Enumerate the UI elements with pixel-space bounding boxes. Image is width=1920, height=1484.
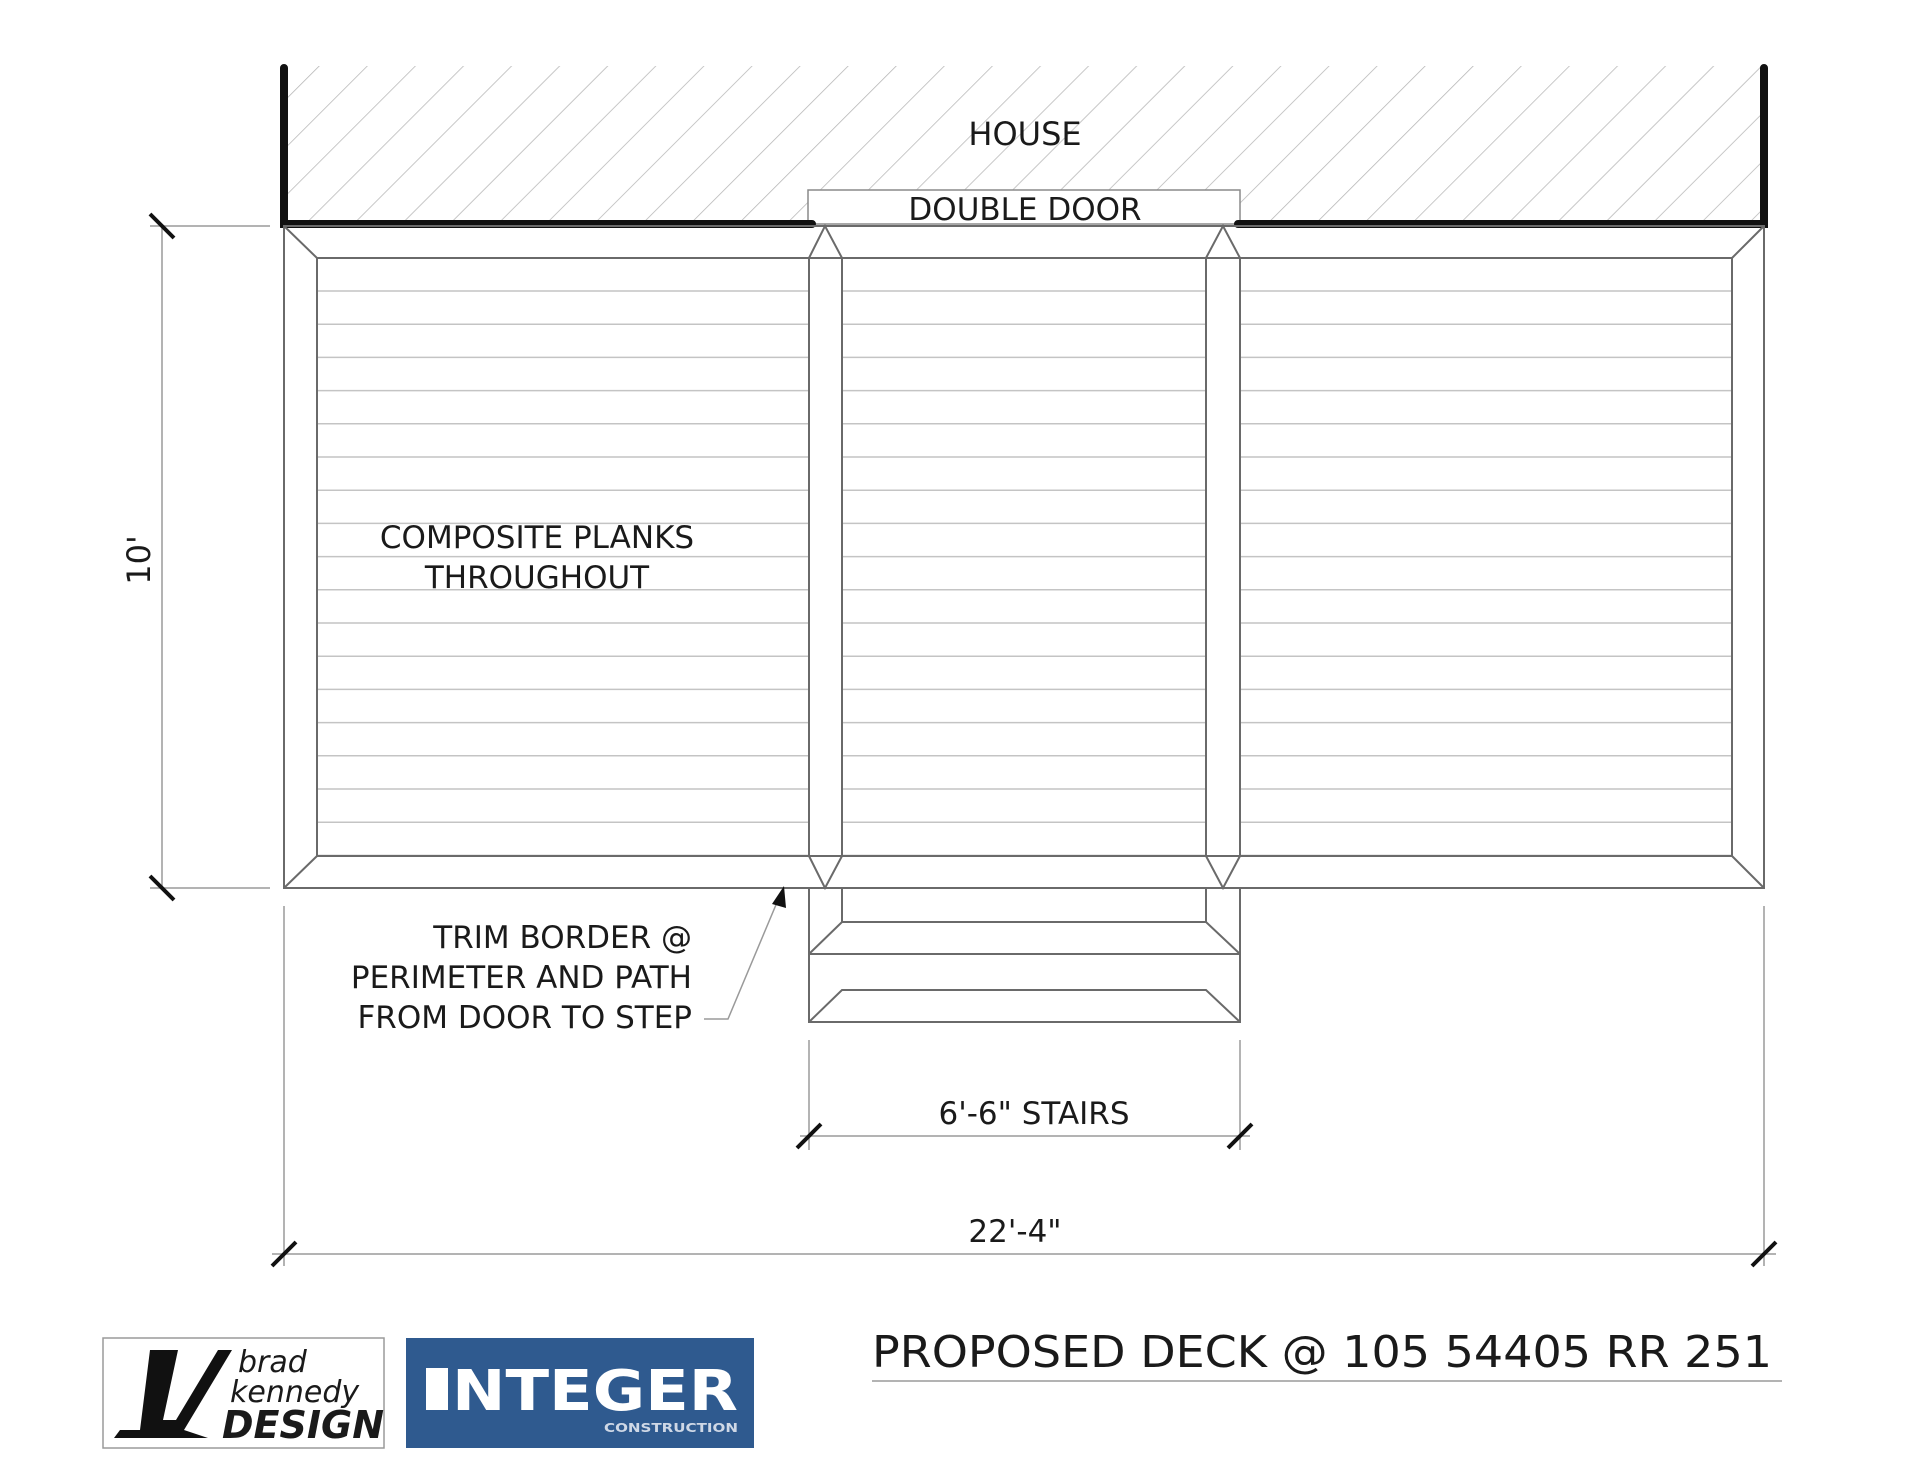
title-block — [872, 1327, 1782, 1381]
dimension-depth — [150, 214, 270, 900]
dimension-stairs — [797, 1040, 1252, 1150]
bkd-text-kennedy: kennedy — [230, 1375, 360, 1410]
drawing-title: PROPOSED DECK @ 105 54405 RR 251 — [872, 1327, 1772, 1378]
double-door-label: DOUBLE DOOR — [908, 192, 1142, 228]
integer-subtitle: CONSTRUCTION — [604, 1421, 738, 1435]
width-dimension-label: 22'-4" — [968, 1214, 1062, 1250]
integer-construction-logo — [406, 1338, 754, 1448]
trim-border-label-line1: TRIM BORDER @ — [433, 920, 692, 956]
house-label: HOUSE — [968, 115, 1082, 153]
integer-i-bar-icon — [426, 1368, 448, 1410]
trim-leader-arrow — [704, 886, 786, 1019]
composite-planks-label-line1: COMPOSITE PLANKS — [379, 520, 695, 556]
composite-planks-label-line2: THROUGHOUT — [424, 560, 650, 596]
trim-border-label-line2: PERIMETER AND PATH — [350, 960, 692, 996]
stairs — [809, 888, 1240, 1022]
bkd-text-design: DESIGN — [222, 1403, 385, 1447]
brad-kennedy-design-logo — [103, 1338, 384, 1448]
depth-dimension-label: 10' — [120, 535, 158, 585]
bkd-text-brad: brad — [238, 1345, 307, 1380]
stairs-dimension-label: 6'-6" STAIRS — [938, 1096, 1130, 1132]
integer-wordmark: NTEGER — [452, 1359, 738, 1424]
trim-border-label-line3: FROM DOOR TO STEP — [357, 1000, 692, 1036]
